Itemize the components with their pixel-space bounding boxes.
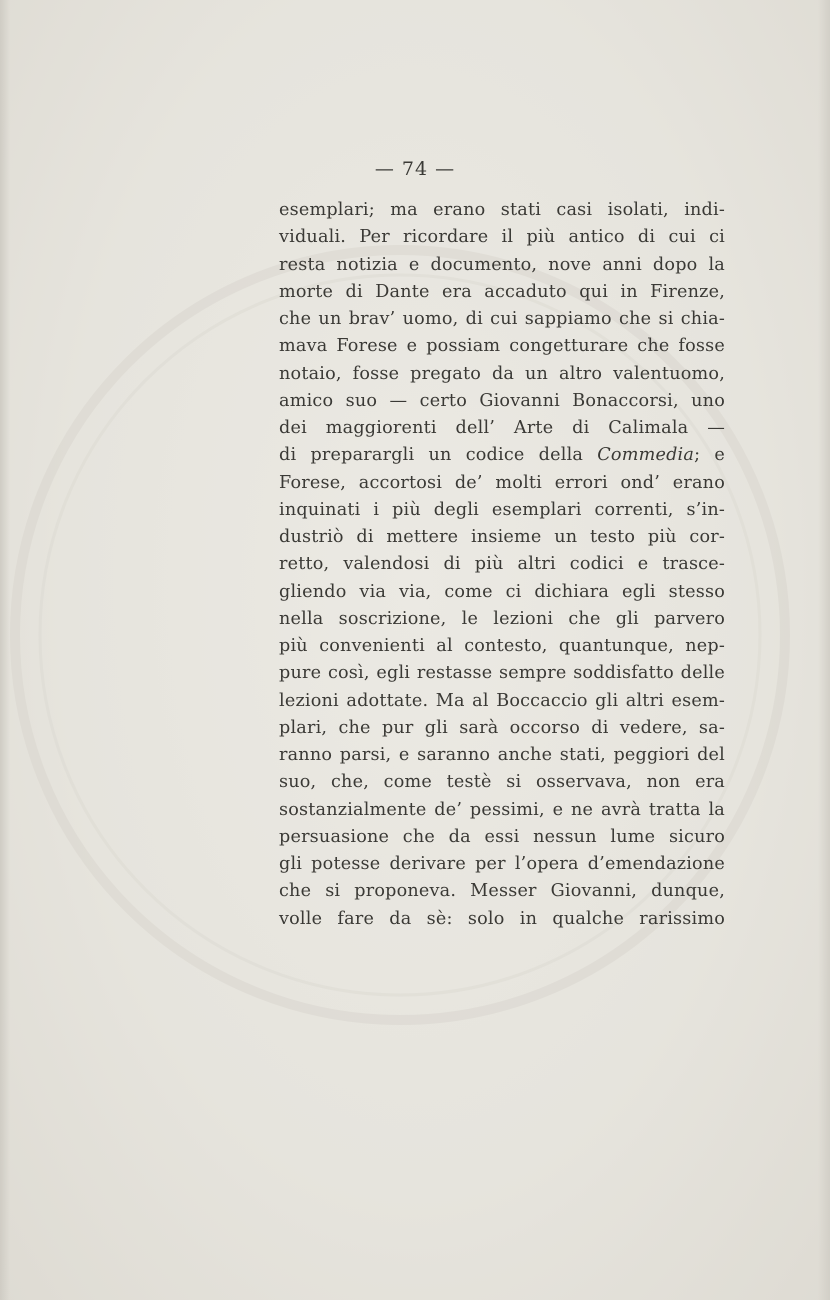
text-line: mava Forese e possiam congetturare che fosse [279,336,725,357]
text-line: esemplari; ma erano stati casi isolati, indi- [279,200,725,220]
text-line: gliendo via via, come ci dichiara egli stesso [279,581,725,602]
text-line: plari, che pur gli sarà occorso di vedere, sa- [279,717,725,738]
text-line: che si proponeva. Messer Giovanni, dunque, [279,881,725,902]
page-right-edge-shadow [818,0,830,1300]
text-line: dei maggiorenti dell’ Arte di Calimala — [279,418,725,438]
page-left-edge-shadow [0,0,10,1300]
text-line: ranno parsi, e saranno anche stati, peggiori del [279,745,725,765]
text-line: suo, che, come testè si osservava, non era [279,772,725,793]
text-line: morte di Dante era accaduto qui in Firenze, [279,281,725,302]
text-line: pure così, egli restasse sempre soddisfatto delle [279,663,725,684]
text-line-with-italic [279,442,725,469]
text-line: volle fare da sè: solo in qualche rarissimo [279,908,725,929]
text-line: più convenienti al contesto, quantunque, nep- [279,636,725,656]
text-segment: di preparargli un codice della [279,445,598,466]
text-line: persuasione che da essi nessun lume sicuro [279,826,725,847]
text-line: inquinati i più degli esemplari correnti, s’in- [279,499,725,520]
page-number: — 74 — [374,158,456,180]
text-line: amico suo — certo Giovanni Bonaccorsi, uno [279,390,725,411]
text-line: gli potesse derivare per l’opera d’emendazione [279,854,725,874]
italic-title: Commedia [597,445,695,466]
text-line: che un brav’ uomo, di cui sappiamo che si chia- [279,309,725,329]
text-line: Forese, accortosi de’ molti errori ond’ erano [279,472,725,493]
text-line: resta notizia e documento, nove anni dopo la [279,254,725,275]
text-line: notaio, fosse pregato da un altro valentuomo, [279,363,725,384]
text-line: lezioni adottate. Ma al Boccaccio gli altri esem- [279,690,725,711]
text-line: retto, valendosi di più altri codici e trasce- [279,554,725,575]
text-line: viduali. Per ricordare il più antico di cui ci [279,227,725,248]
body-text [279,197,725,933]
text-line: dustriò di mettere insieme un testo più cor- [279,527,725,547]
text-line: nella soscrizione, le lezioni che gli parvero [279,608,725,629]
text-segment: ; e [694,445,725,466]
text-line: sostanzialmente de’ pessimi, e ne avrà tratta la [279,799,725,820]
